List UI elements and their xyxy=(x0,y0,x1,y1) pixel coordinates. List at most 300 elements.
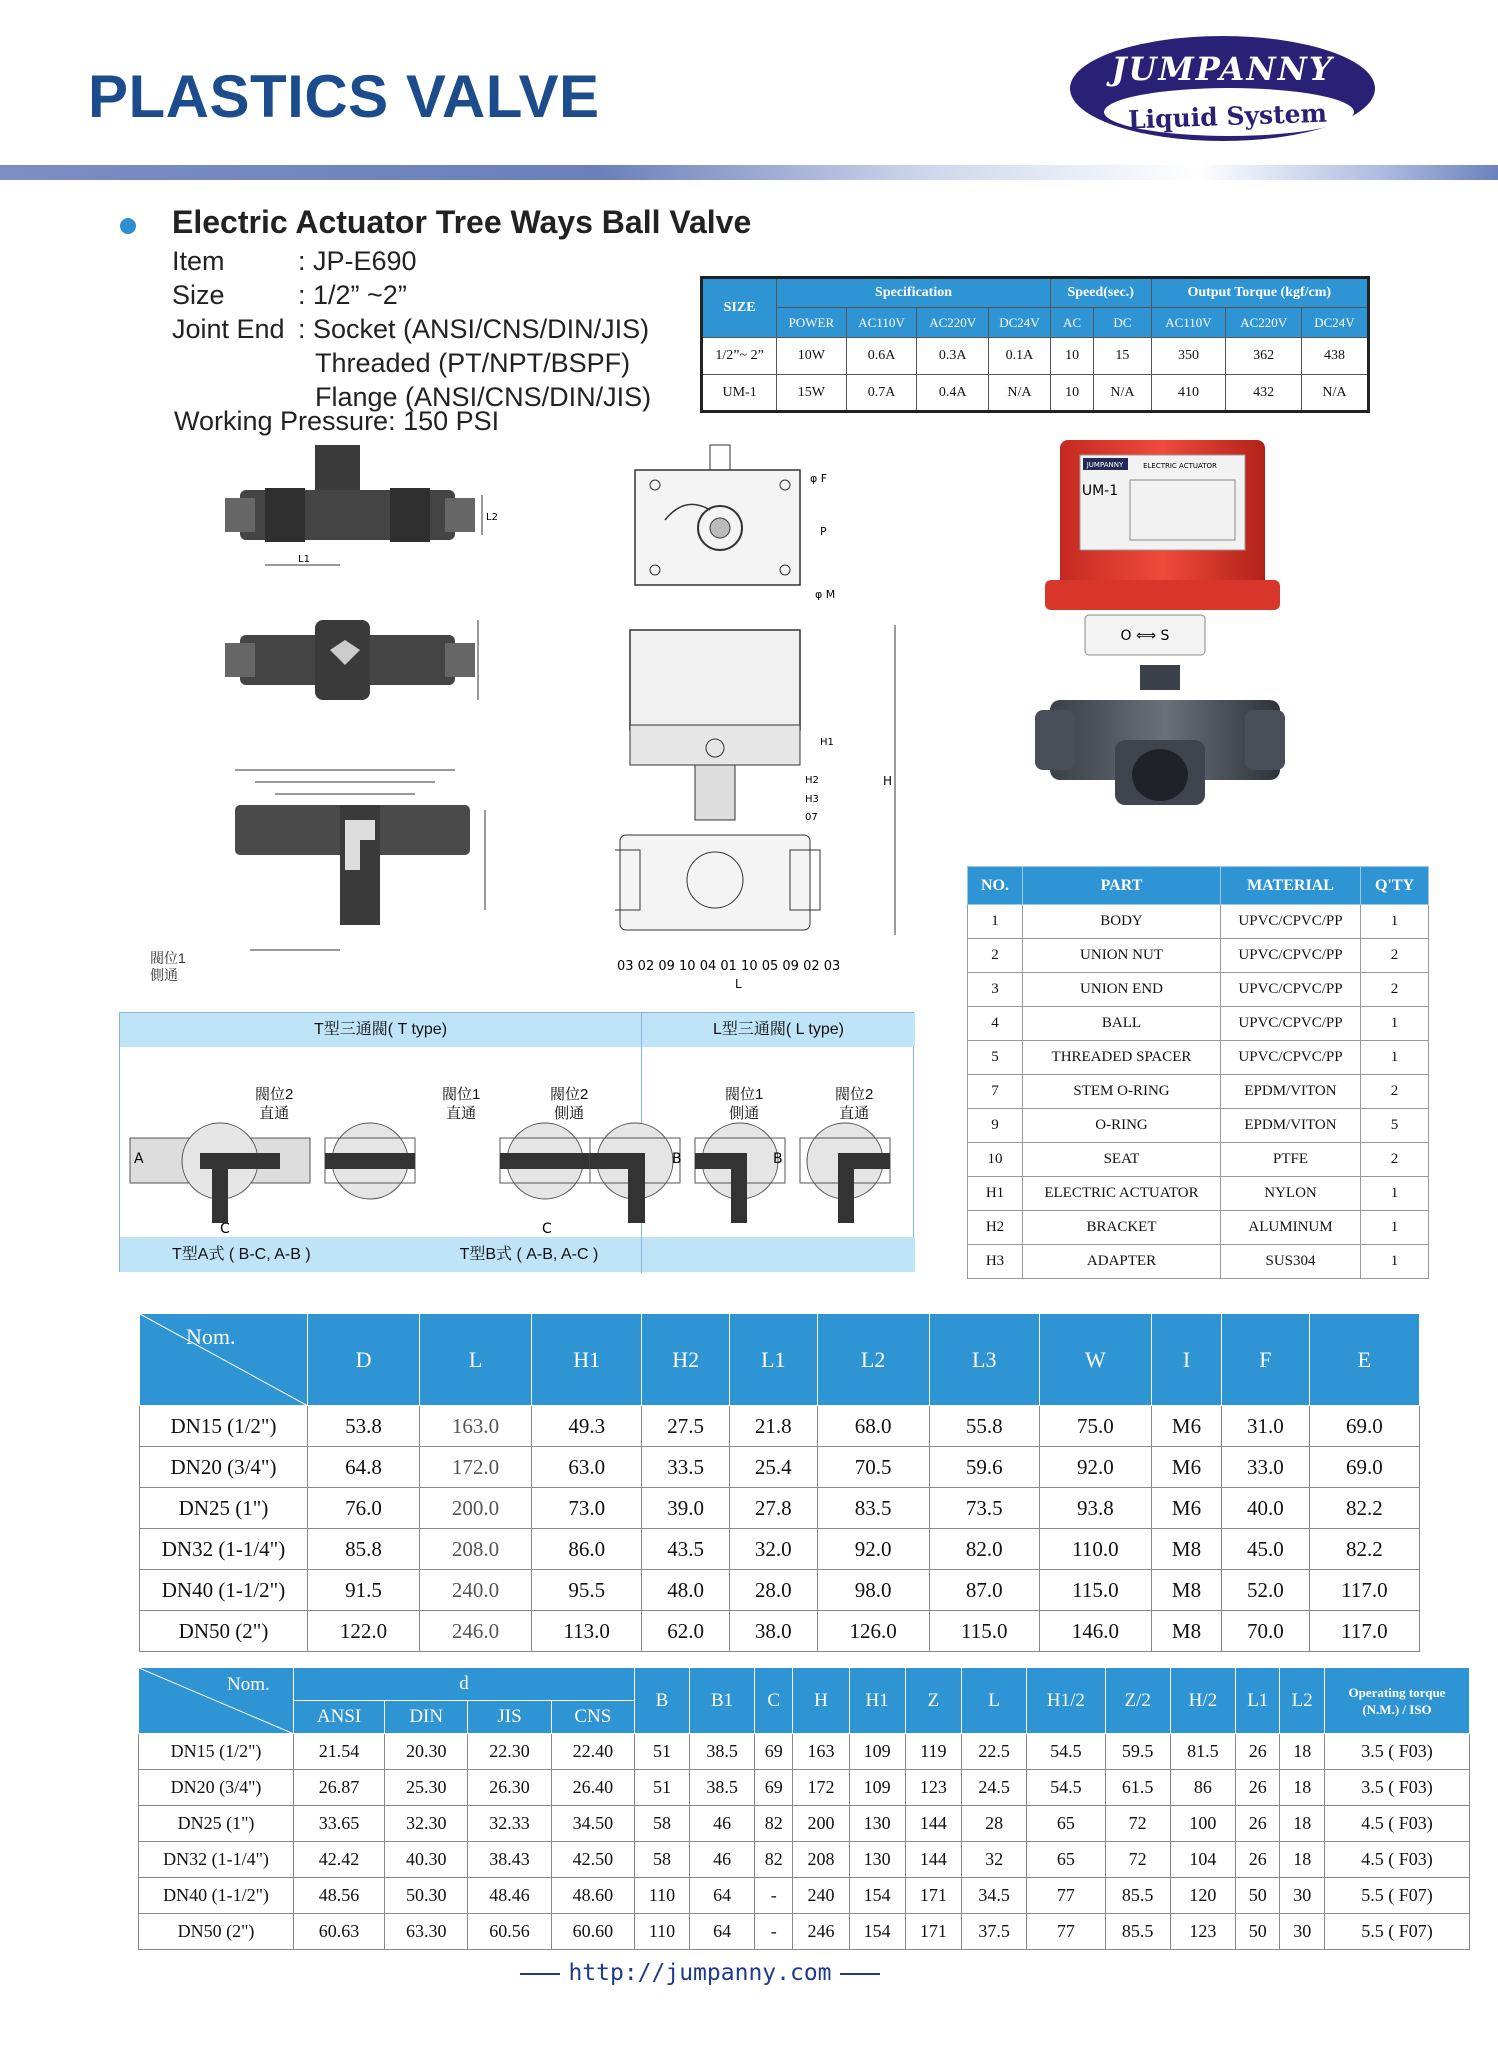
table-cell: UNION END xyxy=(1023,973,1221,1007)
dim-p: P xyxy=(820,525,827,538)
flow-diagram-t-b1 xyxy=(500,1123,590,1233)
table-cell: 26 xyxy=(1236,1734,1280,1770)
table-cell: 0.4A xyxy=(917,375,989,412)
table-cell: BODY xyxy=(1023,905,1221,939)
d-header: B xyxy=(635,1668,690,1734)
row-label-cell: H3 xyxy=(968,1245,1023,1279)
table-cell: 163 xyxy=(793,1734,849,1770)
table-cell: 98.0 xyxy=(817,1570,929,1611)
table-cell: 42.50 xyxy=(551,1842,634,1878)
row-label-cell: DN40 (1-1/2") xyxy=(140,1570,308,1611)
table-cell: 109 xyxy=(849,1734,905,1770)
table-cell: 119 xyxy=(905,1734,961,1770)
table-cell: UNION NUT xyxy=(1023,939,1221,973)
table-row xyxy=(139,1878,1470,1914)
table-cell: 58 xyxy=(635,1806,690,1842)
table-cell: 120 xyxy=(1170,1878,1235,1914)
table-cell: 1 xyxy=(1361,1041,1429,1075)
table-cell: 69.0 xyxy=(1309,1447,1419,1488)
table-cell: THREADED SPACER xyxy=(1023,1041,1221,1075)
table-cell: 5 xyxy=(1361,1109,1429,1143)
table-cell: 117.0 xyxy=(1309,1570,1419,1611)
table-cell: UPVC/CPVC/PP xyxy=(1221,939,1361,973)
table-cell: 32.33 xyxy=(468,1806,551,1842)
table-cell: 2 xyxy=(1361,973,1429,1007)
table-cell: 82 xyxy=(755,1842,793,1878)
table-cell: 48.60 xyxy=(551,1878,634,1914)
diagonal-line xyxy=(139,1668,294,1734)
table-cell: 38.5 xyxy=(689,1734,754,1770)
parts-header-no: NO. xyxy=(968,867,1023,905)
row-label-cell: DN15 (1/2") xyxy=(139,1734,294,1770)
jumpanny-logo xyxy=(1070,36,1375,141)
table-cell: 2 xyxy=(1361,1075,1429,1109)
table-cell: BALL xyxy=(1023,1007,1221,1041)
table-row xyxy=(139,1734,1470,1770)
table-cell: 30 xyxy=(1280,1878,1325,1914)
table-row xyxy=(140,1488,1420,1529)
table-cell: 32.0 xyxy=(729,1529,817,1570)
photo-actuator-text: ELECTRIC ACTUATOR xyxy=(1143,462,1217,470)
table-cell: ADAPTER xyxy=(1023,1245,1221,1279)
table-cell: UPVC/CPVC/PP xyxy=(1221,1007,1361,1041)
table-cell: 64.8 xyxy=(308,1447,420,1488)
photo-brand: JUMPANNY xyxy=(1086,461,1124,469)
table-row xyxy=(968,1143,1429,1177)
valve-front-view xyxy=(225,620,478,700)
table-cell: 68.0 xyxy=(817,1406,929,1447)
table-cell: 53.8 xyxy=(308,1406,420,1447)
port-c: C xyxy=(220,1221,230,1233)
table-cell: 39.0 xyxy=(642,1488,730,1529)
table-cell: 21.8 xyxy=(729,1406,817,1447)
label-line: 側通 xyxy=(554,1105,585,1122)
table-row xyxy=(140,1611,1420,1652)
table-cell: 60.56 xyxy=(468,1914,551,1950)
table-cell: 30 xyxy=(1280,1914,1325,1950)
table-cell: EPDM/VITON xyxy=(1221,1075,1361,1109)
dim-header: L xyxy=(420,1314,532,1406)
photo-model: UM-1 xyxy=(1081,483,1119,499)
table-cell: 1 xyxy=(1361,1245,1429,1279)
table-cell: 37.5 xyxy=(961,1914,1026,1950)
row-label-cell: 1 xyxy=(968,905,1023,939)
table-cell: 77 xyxy=(1027,1878,1105,1914)
flow-diagram-t-a2 xyxy=(325,1123,415,1199)
table-cell: 62.0 xyxy=(642,1611,730,1652)
table-cell: 2 xyxy=(1361,939,1429,973)
spec-sub-header: AC220V xyxy=(917,308,989,338)
table-cell: 26 xyxy=(1236,1806,1280,1842)
dim-header: L2 xyxy=(817,1314,929,1406)
table-row xyxy=(968,1211,1429,1245)
table-cell: 40.0 xyxy=(1222,1488,1310,1529)
table-cell: 10W xyxy=(777,338,846,375)
table-cell: 172.0 xyxy=(420,1447,532,1488)
row-label-cell: 5 xyxy=(968,1041,1023,1075)
page-title: PLASTICS VALVE xyxy=(88,63,600,130)
t-type-header: T型三通閥( T type) xyxy=(120,1013,641,1047)
photo-switch: O ⟺ S xyxy=(1120,628,1170,644)
table-cell: N/A xyxy=(1094,375,1151,412)
table-row xyxy=(702,375,1369,412)
label-line: 直通 xyxy=(446,1105,477,1122)
table-cell: 28.0 xyxy=(729,1570,817,1611)
table-cell: 0.6A xyxy=(846,338,917,375)
table-cell: 432 xyxy=(1226,375,1302,412)
table-cell: 95.5 xyxy=(532,1570,642,1611)
table-cell: 75.0 xyxy=(1039,1406,1151,1447)
table-cell: 33.65 xyxy=(294,1806,385,1842)
parts-header-part: PART xyxy=(1023,867,1221,905)
table-cell: UPVC/CPVC/PP xyxy=(1221,1041,1361,1075)
product-name: Electric Actuator Tree Ways Ball Valve xyxy=(172,204,752,240)
table-cell: 72 xyxy=(1105,1842,1170,1878)
flow-diagram-t-a xyxy=(130,1123,310,1233)
table-cell: 1 xyxy=(1361,1177,1429,1211)
spec-size-header: SIZE xyxy=(702,278,777,338)
table-cell: N/A xyxy=(988,375,1050,412)
table-cell: 22.5 xyxy=(961,1734,1026,1770)
label-line: 直通 xyxy=(839,1105,870,1122)
spec-table-body xyxy=(702,338,1369,412)
table-row xyxy=(968,1245,1429,1279)
table-cell: 0.3A xyxy=(917,338,989,375)
port-a: A xyxy=(134,1151,144,1167)
table-cell: 73.0 xyxy=(532,1488,642,1529)
dim-l1-label: L1 xyxy=(298,554,310,565)
item-label: Item xyxy=(172,246,225,276)
table-cell: 54.5 xyxy=(1027,1734,1105,1770)
label-line: 閥位1 xyxy=(442,1086,481,1103)
d-group-header: d xyxy=(294,1668,635,1701)
table-row xyxy=(968,1109,1429,1143)
d-header: L1 xyxy=(1236,1668,1280,1734)
parts-table-body xyxy=(968,905,1429,1279)
table-cell: 4.5 ( F03) xyxy=(1325,1806,1470,1842)
side-label-line1: 閥位1 xyxy=(150,950,186,966)
row-label-cell: DN20 (3/4") xyxy=(139,1770,294,1806)
table-cell: 50 xyxy=(1236,1878,1280,1914)
table-cell: 45.0 xyxy=(1222,1529,1310,1570)
row-label-cell: 10 xyxy=(968,1143,1023,1177)
row-label-cell: H1 xyxy=(968,1177,1023,1211)
flow-type-panel xyxy=(119,1012,914,1272)
table-cell: 110.0 xyxy=(1039,1529,1151,1570)
table-cell: 115.0 xyxy=(929,1611,1039,1652)
table-cell: 92.0 xyxy=(1039,1447,1151,1488)
table-cell: 126.0 xyxy=(817,1611,929,1652)
table-cell: 18 xyxy=(1280,1734,1325,1770)
table-cell: 26 xyxy=(1236,1842,1280,1878)
table-cell: 50.30 xyxy=(385,1878,468,1914)
table-cell: 46 xyxy=(689,1806,754,1842)
table-cell: 130 xyxy=(849,1842,905,1878)
table-cell: 26.87 xyxy=(294,1770,385,1806)
row-label-cell: DN20 (3/4") xyxy=(140,1447,308,1488)
item-value: : JP-E690 xyxy=(298,246,417,276)
table-cell: 208.0 xyxy=(420,1529,532,1570)
table-cell: 42.42 xyxy=(294,1842,385,1878)
table-cell: 33.5 xyxy=(642,1447,730,1488)
table-row xyxy=(139,1770,1470,1806)
table-row xyxy=(968,905,1429,939)
port-c: C xyxy=(542,1221,552,1233)
table-cell: UPVC/CPVC/PP xyxy=(1221,905,1361,939)
table-cell: 123 xyxy=(1170,1914,1235,1950)
flow-diagrams xyxy=(120,1113,915,1233)
table-cell: M8 xyxy=(1151,1570,1221,1611)
d-nom-header xyxy=(139,1668,294,1734)
joint-label: Joint End xyxy=(172,314,285,344)
dim-header: L1 xyxy=(729,1314,817,1406)
d-header: Z/2 xyxy=(1105,1668,1170,1734)
dim-header: L3 xyxy=(929,1314,1039,1406)
part-callouts: 03 02 09 10 04 01 10 05 09 02 03 xyxy=(617,959,841,974)
table-cell: 82 xyxy=(755,1806,793,1842)
port-b: B xyxy=(773,1151,783,1167)
table-cell: BRACKET xyxy=(1023,1211,1221,1245)
side-position-label xyxy=(150,950,186,984)
table-cell: 115.0 xyxy=(1039,1570,1151,1611)
label-line: 側通 xyxy=(729,1105,760,1122)
logo-subtitle: Liquid System xyxy=(1127,98,1328,135)
label-line: 閥位2 xyxy=(255,1086,294,1103)
spec-sub-header: POWER xyxy=(777,308,846,338)
table-row xyxy=(140,1447,1420,1488)
header-divider xyxy=(0,165,1498,180)
d-header: H1 xyxy=(849,1668,905,1734)
table-cell: 76.0 xyxy=(308,1488,420,1529)
row-label-cell: DN32 (1-1/4") xyxy=(139,1842,294,1878)
t-b-footer: T型B式 ( A-B, A-C ) xyxy=(459,1246,599,1263)
table-cell: 163.0 xyxy=(420,1406,532,1447)
dim-nom-header xyxy=(140,1314,308,1406)
table-cell: 122.0 xyxy=(308,1611,420,1652)
table-cell: 10 xyxy=(1050,338,1093,375)
torque-header xyxy=(1325,1668,1470,1734)
flow-diagram-l1 xyxy=(695,1123,785,1223)
table-cell: 70.5 xyxy=(817,1447,929,1488)
spec-sub-header: AC220V xyxy=(1226,308,1302,338)
website-url[interactable]: http://jumpanny.com xyxy=(510,1960,890,1986)
l-type-footer xyxy=(642,1237,915,1272)
row-label-cell: DN50 (2") xyxy=(139,1914,294,1950)
joint-value: : Socket (ANSI/CNS/DIN/JIS) xyxy=(298,314,650,344)
dimension-table-body xyxy=(140,1406,1420,1652)
table-row xyxy=(968,973,1429,1007)
dim-header: I xyxy=(1151,1314,1221,1406)
t-a-footer: T型A式 ( B-C, A-B ) xyxy=(172,1246,311,1263)
dim-header: W xyxy=(1039,1314,1151,1406)
table-cell: 85.5 xyxy=(1105,1878,1170,1914)
torque-header-line2: (N.M.) / ISO xyxy=(1362,1701,1432,1717)
port-b: B xyxy=(672,1151,682,1167)
table-cell: SUS304 xyxy=(1221,1245,1361,1279)
logo-name: JUMPANNY xyxy=(1111,50,1334,88)
table-cell: 171 xyxy=(905,1878,961,1914)
spec-table xyxy=(700,276,1370,413)
table-cell: 117.0 xyxy=(1309,1611,1419,1652)
callout-h2: H2 xyxy=(805,775,819,786)
flow-diagram-l2 xyxy=(800,1123,890,1223)
table-cell: 69 xyxy=(755,1770,793,1806)
table-cell: 38.43 xyxy=(468,1842,551,1878)
size-label: Size xyxy=(172,280,225,310)
dim-l: L xyxy=(735,977,742,990)
table-cell: M8 xyxy=(1151,1611,1221,1652)
table-cell: 362 xyxy=(1226,338,1302,375)
table-cell: 69 xyxy=(755,1734,793,1770)
label-line: 閥位1 xyxy=(725,1086,764,1103)
table-cell: 52.0 xyxy=(1222,1570,1310,1611)
d-header: L2 xyxy=(1280,1668,1325,1734)
row-label-cell: H2 xyxy=(968,1211,1023,1245)
table-row xyxy=(702,338,1369,375)
l-type-header: L型三通閥( L type) xyxy=(642,1013,915,1047)
table-cell: 1 xyxy=(1361,1007,1429,1041)
d-sub-header: DIN xyxy=(385,1701,468,1734)
table-cell: 15 xyxy=(1094,338,1151,375)
row-label-cell: DN15 (1/2") xyxy=(140,1406,308,1447)
table-cell: 60.63 xyxy=(294,1914,385,1950)
table-cell: 200 xyxy=(793,1806,849,1842)
table-cell: 26.30 xyxy=(468,1770,551,1806)
table-cell: 18 xyxy=(1280,1806,1325,1842)
table-cell: 0.1A xyxy=(988,338,1050,375)
dim-header: F xyxy=(1222,1314,1310,1406)
table-cell: 82.2 xyxy=(1309,1488,1419,1529)
table-cell: 20.30 xyxy=(385,1734,468,1770)
row-label-cell: DN40 (1-1/2") xyxy=(139,1878,294,1914)
table-cell: 93.8 xyxy=(1039,1488,1151,1529)
table-cell: 130 xyxy=(849,1806,905,1842)
table-cell: 63.30 xyxy=(385,1914,468,1950)
d-header: B1 xyxy=(689,1668,754,1734)
dimension-table xyxy=(139,1313,1420,1652)
row-label-cell: DN32 (1-1/4") xyxy=(140,1529,308,1570)
table-row xyxy=(140,1529,1420,1570)
table-cell: 350 xyxy=(1151,338,1226,375)
table-cell: 91.5 xyxy=(308,1570,420,1611)
parts-header-qty: Q'TY xyxy=(1361,867,1429,905)
torque-header-line1: Operating torque xyxy=(1348,1684,1446,1700)
table-cell: 49.3 xyxy=(532,1406,642,1447)
table-cell: 18 xyxy=(1280,1770,1325,1806)
table-cell: 40.30 xyxy=(385,1842,468,1878)
d-sub-header: CNS xyxy=(551,1701,634,1734)
label-line: 直通 xyxy=(259,1105,290,1122)
valve-top-view xyxy=(225,445,498,565)
spec-sub-header: AC xyxy=(1050,308,1093,338)
table-cell: 59.5 xyxy=(1105,1734,1170,1770)
table-cell: 21.54 xyxy=(294,1734,385,1770)
table-cell: 154 xyxy=(849,1914,905,1950)
spec-sub-header: DC24V xyxy=(1301,308,1368,338)
table-cell: PTFE xyxy=(1221,1143,1361,1177)
table-cell: 43.5 xyxy=(642,1529,730,1570)
row-label-cell: DN25 (1") xyxy=(140,1488,308,1529)
table-cell: STEM O-RING xyxy=(1023,1075,1221,1109)
table-cell: 63.0 xyxy=(532,1447,642,1488)
table-cell: 146.0 xyxy=(1039,1611,1151,1652)
table-cell: 104 xyxy=(1170,1842,1235,1878)
table-cell: 32.30 xyxy=(385,1806,468,1842)
bullet-icon xyxy=(120,218,136,234)
d-header: L xyxy=(961,1668,1026,1734)
table-cell: 110 xyxy=(635,1878,690,1914)
table-cell: 25.4 xyxy=(729,1447,817,1488)
parts-header-material: MATERIAL xyxy=(1221,867,1361,905)
table-cell: 59.6 xyxy=(929,1447,1039,1488)
row-label-cell: 3 xyxy=(968,973,1023,1007)
table-cell: M6 xyxy=(1151,1488,1221,1529)
valve-side-drawings xyxy=(220,440,520,960)
dim-phi-f: φ F xyxy=(810,472,828,485)
table-cell: O-RING xyxy=(1023,1109,1221,1143)
table-cell: 438 xyxy=(1301,338,1368,375)
valve-section-view xyxy=(235,770,485,950)
table-cell: 64 xyxy=(689,1878,754,1914)
bore-dimension-table xyxy=(138,1667,1470,1950)
table-cell: 200.0 xyxy=(420,1488,532,1529)
table-cell: 1 xyxy=(1361,905,1429,939)
table-cell: 83.5 xyxy=(817,1488,929,1529)
table-cell: 65 xyxy=(1027,1806,1105,1842)
dim-phi-m: φ M xyxy=(815,588,836,601)
table-cell: 69.0 xyxy=(1309,1406,1419,1447)
table-cell: 64 xyxy=(689,1914,754,1950)
spec-sub-header: DC24V xyxy=(988,308,1050,338)
table-cell: 85.8 xyxy=(308,1529,420,1570)
table-cell: 70.0 xyxy=(1222,1611,1310,1652)
table-cell: - xyxy=(755,1914,793,1950)
table-cell: 10 xyxy=(1050,375,1093,412)
table-cell: 60.60 xyxy=(551,1914,634,1950)
d-sub-header: JIS xyxy=(468,1701,551,1734)
table-cell: 77 xyxy=(1027,1914,1105,1950)
product-specs xyxy=(172,244,651,414)
actuator-dimension-drawing xyxy=(615,440,915,990)
table-row xyxy=(968,1041,1429,1075)
table-row xyxy=(140,1570,1420,1611)
dim-header: H2 xyxy=(642,1314,730,1406)
joint-threaded: Threaded (PT/NPT/BSPF) xyxy=(315,348,631,378)
table-cell: 50 xyxy=(1236,1914,1280,1950)
table-cell: 240 xyxy=(793,1878,849,1914)
table-cell: 26 xyxy=(1236,1770,1280,1806)
table-cell: 38.5 xyxy=(689,1770,754,1806)
table-cell: 246 xyxy=(793,1914,849,1950)
working-pressure: Working Pressure: 150 PSI xyxy=(174,406,500,436)
table-cell: ELECTRIC ACTUATOR xyxy=(1023,1177,1221,1211)
table-cell: 48.46 xyxy=(468,1878,551,1914)
dim-header: D xyxy=(308,1314,420,1406)
table-cell: 31.0 xyxy=(1222,1406,1310,1447)
table-cell: 5.5 ( F07) xyxy=(1325,1914,1470,1950)
spec-group-specification: Specification xyxy=(777,278,1051,308)
table-cell: 3.5 ( F03) xyxy=(1325,1734,1470,1770)
table-cell: M6 xyxy=(1151,1406,1221,1447)
table-cell: 58 xyxy=(635,1842,690,1878)
spec-group-torque: Output Torque (kgf/cm) xyxy=(1151,278,1368,308)
table-cell: 113.0 xyxy=(532,1611,642,1652)
row-label-cell: 4 xyxy=(968,1007,1023,1041)
table-cell: 54.5 xyxy=(1027,1770,1105,1806)
table-cell: 4.5 ( F03) xyxy=(1325,1842,1470,1878)
table-cell: 2 xyxy=(1361,1143,1429,1177)
table-cell: N/A xyxy=(1301,375,1368,412)
